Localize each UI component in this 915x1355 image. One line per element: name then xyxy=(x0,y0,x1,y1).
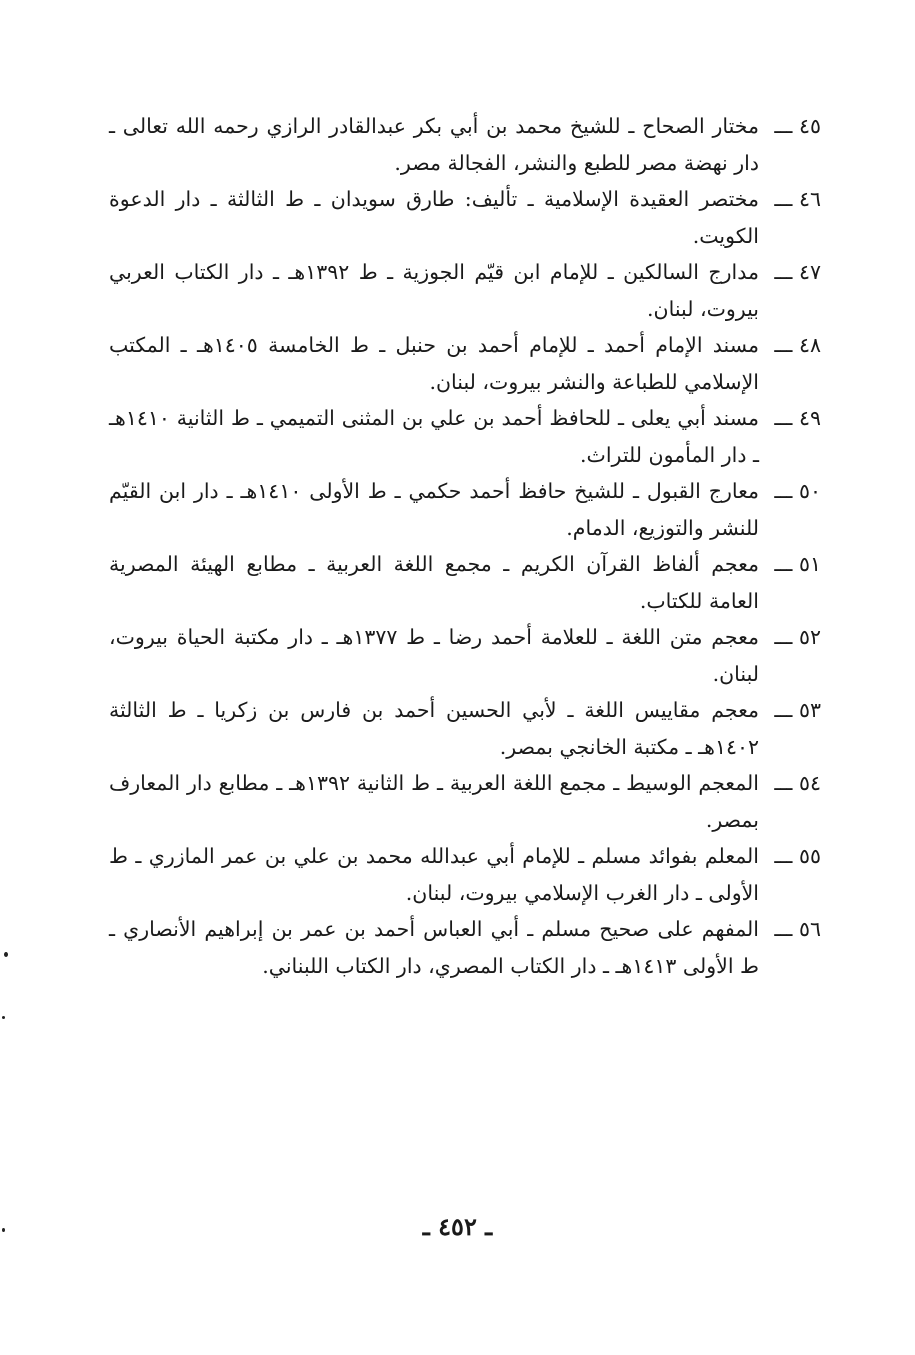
reference-item xyxy=(109,473,821,546)
reference-text: معجم مقاييس اللغة ـ لأبي الحسين أحمد بن فارس بن زكريا ـ ط الثالثة ١٤٠٢هـ ـ مكتبة الخانجي بمصر. xyxy=(109,698,759,759)
reference-number: ٤٦ ـــ xyxy=(774,187,821,211)
reference-item xyxy=(109,911,821,984)
reference-text: معجم ألفاظ القرآن الكريم ـ مجمع اللغة العربية ـ مطابع الهيئة المصرية العامة للكتاب. xyxy=(109,552,759,613)
reference-text: المعجم الوسيط ـ مجمع اللغة العربية ـ ط الثانية ١٣٩٢هـ ـ مطابع دار المعارف بمصر. xyxy=(109,771,759,832)
reference-item xyxy=(109,619,821,692)
reference-text: مدارج السالكين ـ للإمام ابن قيّم الجوزية ـ ط ١٣٩٢هـ ـ دار الكتاب العربي بيروت، لبنان. xyxy=(109,260,759,321)
reference-item xyxy=(109,254,821,327)
reference-number: ٥٣ ـــ xyxy=(774,698,821,722)
reference-text: المعلم بفوائد مسلم ـ للإمام أبي عبدالله محمد بن علي بن عمر المازري ـ ط الأولى ـ دار الغرب الإسلامي بيروت، لبنان. xyxy=(109,844,759,905)
reference-text: مختار الصحاح ـ للشيخ محمد بن أبي بكر عبدالقادر الرازي رحمه الله تعالى ـ دار نهضة مصر للطبع والنشر، الفجالة مصر. xyxy=(109,114,759,175)
reference-text: مسند الإمام أحمد ـ للإمام أحمد بن حنبل ـ ط الخامسة ١٤٠٥هـ ـ المكتب الإسلامي للطباعة والنشر بيروت، لبنان. xyxy=(109,333,759,394)
reference-text: مختصر العقيدة الإسلامية ـ تأليف: طارق سويدان ـ ط الثالثة ـ دار الدعوة الكويت. xyxy=(109,187,759,248)
reference-item xyxy=(109,838,821,911)
scan-speck xyxy=(2,1228,5,1232)
page-number: ـ ٤٥٢ ـ xyxy=(422,1212,493,1241)
reference-number: ٥٦ ـــ xyxy=(774,917,821,941)
reference-item xyxy=(109,400,821,473)
reference-number: ٤٨ ـــ xyxy=(774,333,821,357)
reference-text: معارج القبول ـ للشيخ حافظ أحمد حكمي ـ ط الأولى ١٤١٠هـ ـ دار ابن القيّم للنشر والتوزيع، الدمام. xyxy=(109,479,759,540)
reference-number: ٤٧ ـــ xyxy=(774,260,821,284)
reference-number: ٥١ ـــ xyxy=(774,552,821,576)
reference-text: مسند أبي يعلى ـ للحافظ أحمد بن علي بن المثنى التميمي ـ ط الثانية ١٤١٠هـ ـ دار المأمون للتراث. xyxy=(109,406,759,467)
reference-item xyxy=(109,181,821,254)
reference-item xyxy=(109,108,821,181)
reference-number: ٤٩ ـــ xyxy=(774,406,821,430)
reference-text: معجم متن اللغة ـ للعلامة أحمد رضا ـ ط ١٣٧٧هـ ـ دار مكتبة الحياة بيروت، لبنان. xyxy=(109,625,759,686)
reference-item xyxy=(109,765,821,838)
reference-item xyxy=(109,546,821,619)
scan-speck xyxy=(4,952,8,957)
reference-list xyxy=(109,108,821,984)
reference-number: ٥٢ ـــ xyxy=(774,625,821,649)
reference-number: ٥٠ ـــ xyxy=(774,479,821,503)
reference-item xyxy=(109,692,821,765)
reference-item xyxy=(109,327,821,400)
reference-number: ٥٤ ـــ xyxy=(774,771,821,795)
reference-number: ٤٥ ـــ xyxy=(774,114,821,138)
scan-speck xyxy=(2,1016,5,1019)
reference-text: المفهم على صحيح مسلم ـ أبي العباس أحمد بن عمر بن إبراهيم الأنصاري ـ ط الأولى ١٤١٣هـ ـ دار الكتاب المصري، دار الكتاب اللبناني. xyxy=(109,917,759,978)
reference-number: ٥٥ ـــ xyxy=(774,844,821,868)
